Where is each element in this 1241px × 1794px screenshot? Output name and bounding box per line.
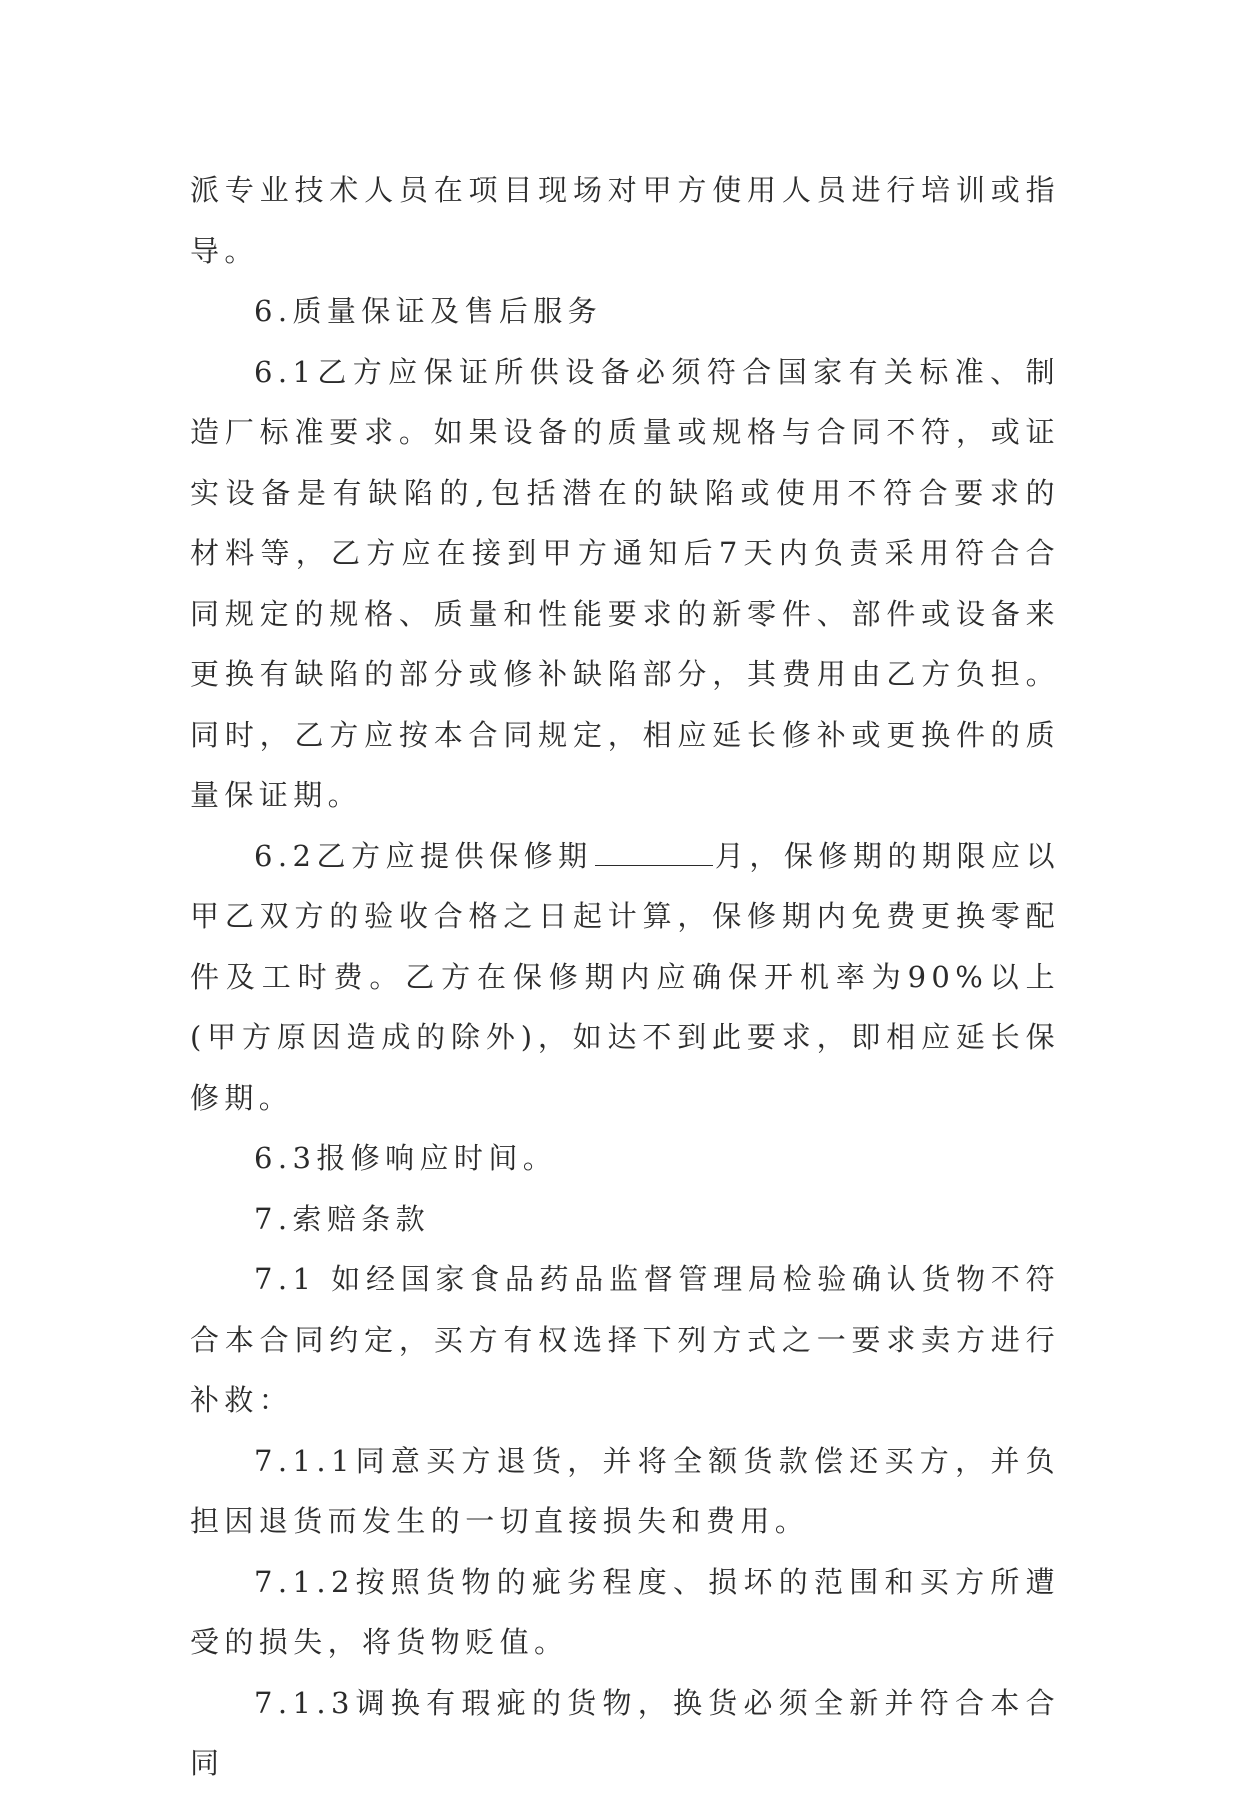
heading-claims: 7.索赔条款 [254,1201,431,1236]
clause-7-1-2: 7.1.2按照货物的疵劣程度、损坏的范围和买方所遭受的损失，将货物贬值。 [190,1564,1060,1659]
heading-quality-warranty: 6.质量保证及售后服务 [254,294,603,328]
document-body [190,160,1060,1794]
warranty-period-blank[interactable] [595,839,713,866]
clause-7-1: 7.1 如经国家食品药品监督管理局检验确认货物不符合本合同约定，买方有权选择下列方式之一要求卖方进行补救： [190,1262,1060,1417]
clause-7-1-3: 7.1.3调换有瑕疵的货物，换货必须全新并符合本合同 [190,1685,1060,1780]
clause-6-2-rest: 月，保修期的期限应以甲乙双方的验收合格之日起计算，保修期内免费更换零配件及工时费。乙方在保修期内应确保开机率为90%以上(甲方原因造成的除外)，如达不到此要求，即相应延长保修期。 [190,838,1060,1115]
clause-6-2-start: 6.2乙方应提供保修期 [254,838,593,873]
clause-6-1: 6.1乙方应保证所供设备必须符合国家有关标准、制造厂标准要求。如果设备的质量或规格与合同不符，或证实设备是有缺陷的,包括潜在的缺陷或使用不符合要求的材料等，乙方应在接到甲方通知后7天内负责采用符合合同规定的规格、质量和性能要求的新零件、部件或设备来更换有缺陷的部分或修补缺陷部分，其费用由乙方负担。同时，乙方应按本合同规定，相应延长修补或更换件的质量保证期。 [190,354,1060,812]
clause-6-2 [190,826,1060,1129]
paragraph-training: 派专业技术人员在项目现场对甲方使用人员进行培训或指导。 [190,173,1060,268]
clause-7-1-1: 7.1.1同意买方退货，并将全额货款偿还买方，并负担因退货而发生的一切直接损失和费用。 [190,1443,1060,1538]
clause-6-3: 6.3报修响应时间。 [254,1141,558,1175]
